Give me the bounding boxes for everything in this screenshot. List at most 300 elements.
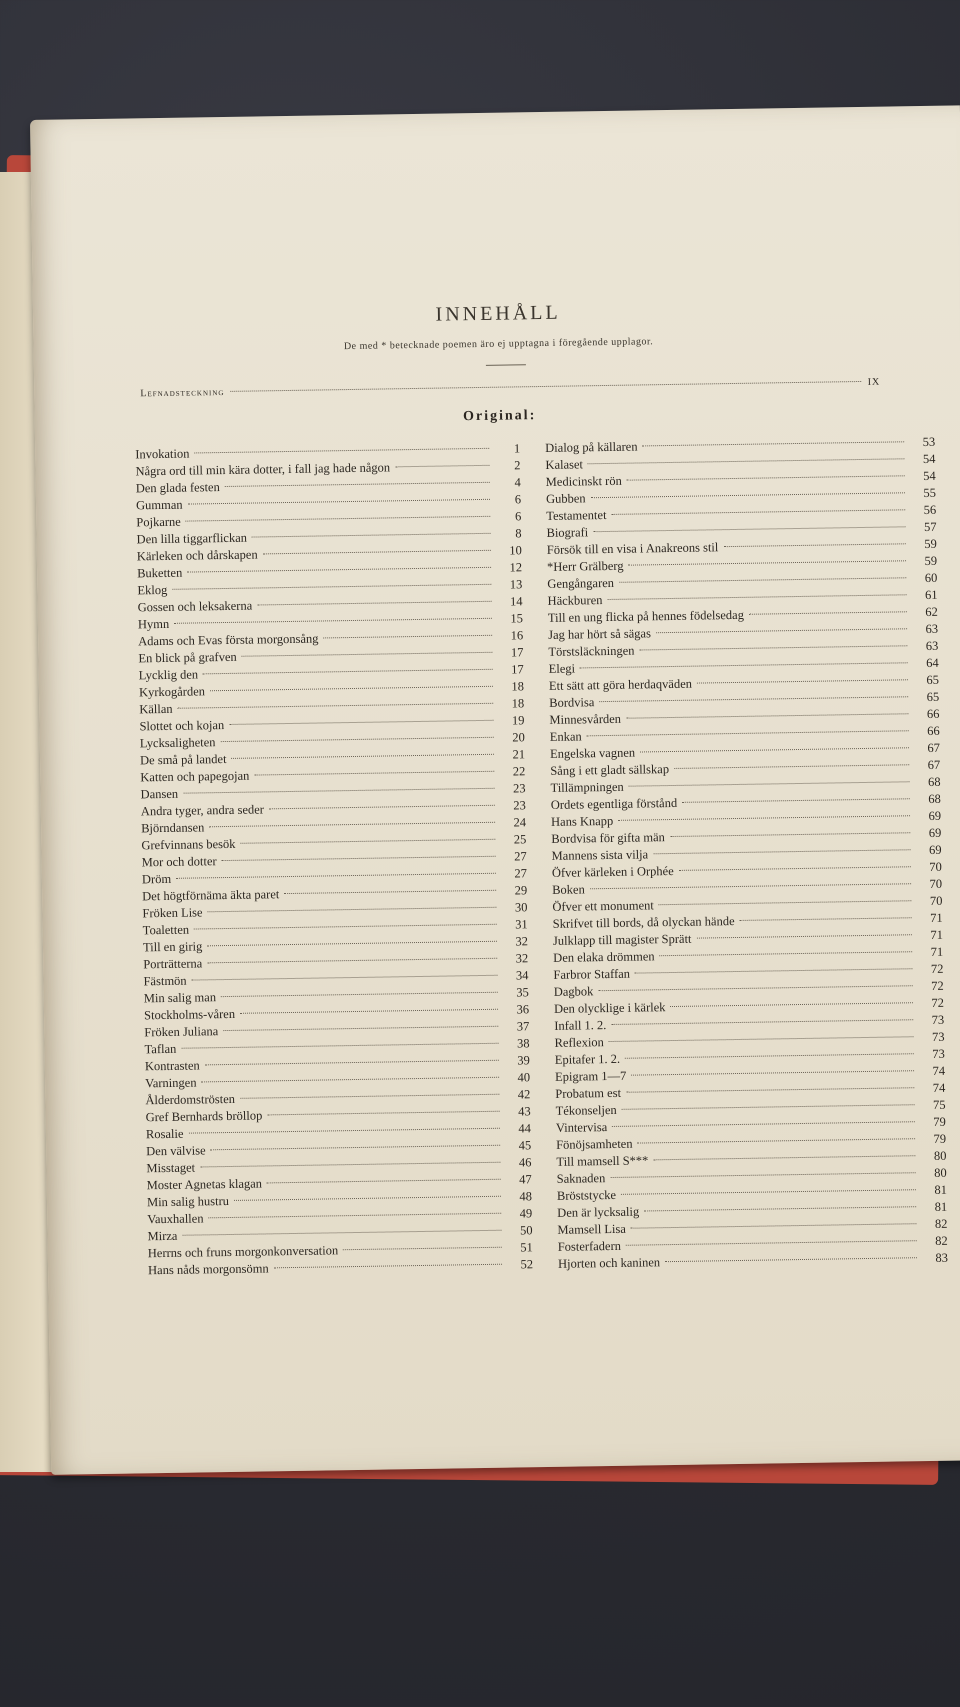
entry-title: Biografi <box>546 525 589 540</box>
leader-dots <box>590 883 911 889</box>
entry-title: Engelska vagnen <box>549 745 636 761</box>
leader-dots <box>254 771 494 776</box>
entry-page-number: 40 <box>517 1070 531 1085</box>
leader-dots <box>194 448 489 454</box>
entry-title: Öfver kärleken i Orphée <box>551 863 674 880</box>
entry-title: Herrns och fruns morgonkonversation <box>147 1243 339 1261</box>
entry-title: Till en ung flicka på hennes födelsedag <box>547 607 745 625</box>
entry-page-number: 67 <box>927 740 941 755</box>
entry-page-number: 1 <box>513 441 521 456</box>
leader-dots <box>749 611 907 614</box>
entry-title: Försök till en visa i Anakreons stil <box>546 540 719 557</box>
leader-dots <box>598 985 912 991</box>
entry-page-number: 32 <box>515 951 529 966</box>
entry-title: Kyrkogården <box>138 684 206 700</box>
entry-page-number: 17 <box>510 645 524 660</box>
entry-page-number: 14 <box>510 594 523 609</box>
entry-title: Medicinskt rön <box>545 473 622 489</box>
entry-page-number: 47 <box>519 1172 532 1187</box>
entry-title: Fosterfadern <box>557 1238 622 1254</box>
entry-title: Skrifvet till bords, då olyckan hände <box>552 914 735 931</box>
entry-title: Farbror Staffan <box>553 966 631 982</box>
entry-page-number: 69 <box>928 825 942 840</box>
entry-title: Epitafer 1. 2. <box>554 1051 621 1067</box>
entry-title: Till en girig <box>142 939 203 955</box>
entry-title: De små på landet <box>139 751 227 768</box>
entry-page-number: 68 <box>928 791 941 806</box>
leader-dots <box>665 1257 917 1262</box>
leader-dots <box>220 737 493 742</box>
entry-title: Gossen och leksakerna <box>137 598 253 615</box>
entry-page-number: 63 <box>925 638 939 653</box>
entry-page-number: 71 <box>930 910 943 925</box>
leader-dots <box>205 1060 499 1066</box>
entry-title: Slottet och kojan <box>139 718 225 734</box>
contents-column-right <box>545 434 948 1273</box>
leader-dots <box>682 798 910 803</box>
entry-page-number: 42 <box>517 1087 531 1102</box>
entry-title: Den är lycksalig <box>557 1204 640 1220</box>
entry-title: Sång i ett gladt sällskap <box>550 762 670 778</box>
entry-title: Fröken Juliana <box>144 1024 219 1040</box>
leader-dots <box>257 601 491 606</box>
entry-title: Lycklig den <box>138 667 199 683</box>
leader-dots <box>178 703 494 709</box>
entry-page-number: 71 <box>930 927 944 942</box>
entry-title: Katten och papegojan <box>140 768 250 785</box>
entry-page-number: 57 <box>923 519 937 535</box>
entry-page-number: 70 <box>929 876 943 891</box>
entry-page-number: 10 <box>509 543 522 558</box>
entry-page-number: 21 <box>512 747 526 762</box>
entry-page-number: 17 <box>511 662 524 677</box>
leader-dots <box>697 679 908 683</box>
contents-column-left <box>135 440 533 1279</box>
leader-dots <box>740 917 912 921</box>
leader-dots <box>679 866 911 871</box>
entry-page-number: 83 <box>935 1250 949 1265</box>
entry-title: Fönöjsamheten <box>556 1136 633 1152</box>
leader-dots <box>208 1213 501 1219</box>
leader-dots <box>176 873 496 879</box>
leader-dots <box>187 567 491 573</box>
entry-page-number: 31 <box>515 917 528 932</box>
entry-title: Boken <box>552 882 585 897</box>
leader-dots <box>209 822 495 827</box>
entry-title: Bordvisa för gifta män <box>551 830 665 846</box>
leader-dots <box>183 788 494 794</box>
leader-dots <box>619 577 906 583</box>
entry-title: Dialog på källaren <box>545 439 638 455</box>
entry-title: Lycksaligheten <box>139 735 216 751</box>
entry-page-number: 66 <box>927 723 940 738</box>
leader-dots <box>284 890 496 894</box>
entry-title: Kontrasten <box>144 1058 200 1074</box>
entry-page-number: 23 <box>512 781 526 796</box>
entry-title: Julklapp till magister Sprätt <box>552 931 692 948</box>
leader-dots <box>186 516 491 522</box>
entry-title: Min salig man <box>143 990 217 1006</box>
entry-page-number: 69 <box>928 842 942 857</box>
entry-page-number: 32 <box>515 934 529 949</box>
leader-dots <box>223 1026 498 1031</box>
entry-title: Den välvise <box>146 1143 206 1159</box>
entry-title: Porträtterna <box>143 956 203 972</box>
entry-page-number: 72 <box>930 961 944 976</box>
entry-page-number: 18 <box>511 679 525 694</box>
leader-dots <box>211 1145 501 1151</box>
leader-dots <box>622 1104 915 1110</box>
entry-page-number: 79 <box>933 1131 947 1146</box>
leader-dots <box>659 900 912 905</box>
entry-page-number: 72 <box>931 995 945 1010</box>
entry-page-number: 27 <box>514 866 528 881</box>
entry-title: Gref Bernhards bröllop <box>145 1108 263 1125</box>
entry-title: Misstaget <box>146 1160 196 1176</box>
entry-page-number: 80 <box>933 1148 947 1163</box>
entry-page-number: 50 <box>519 1223 533 1238</box>
entry-title: Häckburen <box>547 593 603 608</box>
entry-page-number: 23 <box>513 798 526 813</box>
entry-title: Min salig hustru <box>146 1194 230 1210</box>
entry-title: Pojkarne <box>136 514 181 530</box>
entry-page-number: 68 <box>927 774 941 789</box>
leader-dots <box>611 509 905 515</box>
entry-page-number: 24 <box>513 815 527 830</box>
entry-title: Törstsläckningen <box>548 643 635 659</box>
leader-dots <box>625 1053 914 1059</box>
entry-title: Hans Knapp <box>550 813 614 829</box>
entry-title: Den lilla tiggarflickan <box>136 530 248 547</box>
entry-title: Moster Agnetas klagan <box>146 1176 263 1193</box>
entry-page-number: 2 <box>514 458 521 473</box>
leader-dots <box>629 781 910 786</box>
entry-page-number: 15 <box>510 611 523 626</box>
entry-page-number: 13 <box>509 577 523 592</box>
leader-dots <box>200 1162 500 1168</box>
entry-title: Toaletten <box>142 922 190 938</box>
entry-title: Ordets egentliga förstånd <box>550 795 678 812</box>
entry-title: Björndansen <box>141 820 205 836</box>
entry-title: Källan <box>139 701 173 717</box>
biography-label: Lefnadsteckning <box>140 386 225 400</box>
entry-title: Taflan <box>144 1041 177 1057</box>
leader-dots <box>587 730 909 736</box>
leader-dots <box>230 381 861 392</box>
entry-page-number: 73 <box>931 1029 945 1044</box>
entry-title: Det högtförnäma äkta paret <box>142 887 280 904</box>
leader-dots <box>653 849 910 854</box>
page-title: INNEHÅLL <box>435 301 561 326</box>
entry-page-number: 30 <box>514 900 528 915</box>
entry-title: Andra tyger, andra seder <box>140 802 265 819</box>
entry-title: Buketten <box>137 565 183 581</box>
entry-title: Enkan <box>549 729 582 744</box>
leader-dots <box>222 856 496 861</box>
leader-dots <box>234 1196 501 1201</box>
entry-page-number: 46 <box>518 1155 532 1170</box>
entry-page-number: 72 <box>931 978 944 993</box>
entry-title: Till mamsell S*** <box>556 1153 649 1169</box>
entry-page-number: 61 <box>924 587 938 602</box>
entry-page-number: 73 <box>932 1046 945 1061</box>
leader-dots <box>174 618 492 624</box>
entry-title: Mirza <box>147 1228 178 1244</box>
entry-page-number: 59 <box>924 536 937 552</box>
leader-dots <box>638 1138 916 1143</box>
biography-entry <box>140 377 880 400</box>
entry-title: Tékonseljen <box>555 1102 617 1118</box>
entry-page-number: 55 <box>923 485 937 501</box>
entry-page-number: 82 <box>935 1233 948 1248</box>
page-subtitle: De med * betecknade poemen äro ej upptagna i föregående upplagor. <box>343 336 654 353</box>
leader-dots <box>208 907 497 913</box>
entry-page-number: 25 <box>513 832 527 847</box>
entry-title: Mamsell Lisa <box>557 1221 626 1237</box>
leader-dots <box>192 975 498 981</box>
entry-title: Varningen <box>145 1075 197 1091</box>
entry-title: Bröststycke <box>556 1187 617 1203</box>
leader-dots <box>225 482 490 487</box>
leader-dots <box>612 1121 915 1127</box>
leader-dots <box>207 958 497 964</box>
entry-title: *Herr Grälberg <box>546 558 624 574</box>
entry-page-number: 51 <box>520 1240 533 1255</box>
leader-dots <box>207 941 497 947</box>
leader-dots <box>607 594 906 600</box>
entry-page-number: 54 <box>923 468 936 484</box>
entry-title: Ett sätt att göra herdaqväden <box>548 676 693 693</box>
leader-dots <box>172 584 491 590</box>
entry-title: Saknaden <box>556 1171 606 1186</box>
entry-title: Mor och dotter <box>141 854 217 870</box>
entry-title: Hymn <box>137 616 170 632</box>
entry-page-number: 38 <box>516 1036 530 1051</box>
entry-page-number: 39 <box>517 1053 530 1068</box>
entry-page-number: 6 <box>514 492 522 507</box>
entry-title: Fästmön <box>143 973 187 989</box>
entry-page-number: 62 <box>925 604 938 619</box>
leader-dots <box>626 713 908 718</box>
entry-page-number: 52 <box>520 1257 534 1272</box>
leader-dots <box>274 1264 502 1269</box>
entry-page-number: 56 <box>923 502 937 518</box>
leader-dots <box>591 492 905 498</box>
entry-title: En blick på grafven <box>138 649 237 666</box>
entry-title: Testamentet <box>546 507 607 523</box>
entry-page-number: 73 <box>931 1012 945 1027</box>
leader-dots <box>267 1111 499 1116</box>
entry-page-number: 70 <box>929 859 942 874</box>
leader-dots <box>593 526 905 532</box>
leader-dots <box>670 1002 913 1007</box>
entry-page-number: 64 <box>926 655 939 670</box>
entry-page-number: 18 <box>511 696 525 711</box>
entry-title: Minnesvården <box>549 711 622 727</box>
entry-title: Den elaka drömmen <box>553 949 655 965</box>
entry-title: Gubben <box>545 491 586 506</box>
leader-dots <box>660 951 913 956</box>
entry-page-number: 12 <box>509 560 523 575</box>
leader-dots <box>242 652 493 657</box>
entry-title: Jag har hört så sägas <box>548 626 651 642</box>
entry-page-number: 54 <box>922 451 936 467</box>
leader-dots <box>188 1128 499 1134</box>
leader-dots <box>221 992 498 997</box>
leader-dots <box>627 475 905 480</box>
entry-title: Kärleken och dårskapen <box>136 547 258 564</box>
entry-page-number: 45 <box>518 1138 532 1153</box>
entry-title: Öfver ett monument <box>552 898 654 914</box>
leader-dots <box>263 550 491 555</box>
entry-title: Den olycklige i kärlek <box>553 1000 666 1016</box>
entry-title: Hjorten och kaninen <box>557 1255 661 1271</box>
section-heading: Original: <box>462 408 537 425</box>
entry-page-number: 20 <box>512 730 525 745</box>
entry-page-number: 16 <box>510 628 524 643</box>
entry-page-number: 71 <box>930 944 944 959</box>
entry-title: Rosalie <box>145 1126 184 1142</box>
leader-dots <box>181 1043 498 1049</box>
leader-dots <box>696 934 911 938</box>
leader-dots <box>588 458 904 464</box>
entry-title: Invokation <box>135 446 190 462</box>
entry-page-number: 19 <box>511 713 525 728</box>
leader-dots <box>240 1009 498 1014</box>
entry-page-number: 6 <box>514 509 522 524</box>
entry-title: Fröken Lise <box>142 905 203 921</box>
entry-page-number: 75 <box>932 1097 946 1112</box>
entry-page-number: 34 <box>515 968 529 983</box>
leader-dots <box>240 1094 499 1099</box>
entry-title: Hans nåds morgonsömn <box>147 1261 269 1278</box>
leader-dots <box>653 1155 915 1160</box>
leader-dots <box>644 1206 916 1211</box>
leader-dots <box>626 1240 917 1246</box>
entry-page-number: 70 <box>929 893 943 908</box>
leader-dots <box>240 839 495 844</box>
entry-title: Kalaset <box>545 457 584 472</box>
entry-title: Några ord till min kära dotter, i fall jag hade någon <box>135 460 391 479</box>
entry-page-number: 29 <box>514 883 528 898</box>
entry-page-number: 53 <box>922 434 936 450</box>
entry-title: Tillämpningen <box>550 779 624 795</box>
contents-page <box>30 105 960 1474</box>
leader-dots <box>188 499 490 505</box>
entry-title: Elegi <box>548 661 576 676</box>
entry-title: Grefvinnans besök <box>141 836 236 853</box>
leader-dots <box>618 815 910 821</box>
entry-title: Ålderdomströsten <box>145 1091 236 1108</box>
entry-page-number: 27 <box>514 849 527 864</box>
leader-dots <box>629 560 906 565</box>
entry-page-number: 59 <box>924 553 938 569</box>
entry-title: Mannens sista vilja <box>551 847 649 863</box>
leader-dots <box>674 764 909 769</box>
entry-title: Vintervisa <box>555 1120 608 1135</box>
entry-page-number: 65 <box>926 689 940 704</box>
leader-dots <box>610 1172 915 1178</box>
leader-dots <box>670 832 910 837</box>
entry-page-number: 66 <box>926 706 940 721</box>
entry-page-number: 8 <box>515 526 522 541</box>
entry-page-number: 4 <box>514 475 521 490</box>
leader-dots <box>269 805 495 810</box>
leader-dots <box>631 1223 917 1228</box>
leader-dots <box>267 1179 501 1184</box>
divider <box>486 364 526 366</box>
entry-page-number: 65 <box>926 672 940 687</box>
entry-title: Dröm <box>141 871 172 887</box>
entry-page-number: 43 <box>518 1104 531 1119</box>
entry-page-number: 63 <box>925 621 939 636</box>
entry-page-number: 35 <box>516 985 529 1000</box>
entry-title: Stockholms-våren <box>143 1006 236 1023</box>
leader-dots <box>643 441 905 446</box>
leader-dots <box>609 1036 914 1042</box>
entry-page-number: 81 <box>934 1182 948 1197</box>
leader-dots <box>210 686 493 691</box>
entry-title: Gumman <box>135 497 183 513</box>
leader-dots <box>656 628 907 633</box>
entry-title: Infall 1. 2. <box>554 1018 607 1033</box>
leader-dots <box>639 645 907 650</box>
leader-dots <box>343 1247 502 1250</box>
entry-title: Den glada festen <box>135 480 220 496</box>
leader-dots <box>580 662 908 668</box>
entry-title: Bordvisa <box>549 695 595 710</box>
leader-dots <box>611 1019 913 1025</box>
entry-title: Dagbok <box>553 984 594 999</box>
entry-page-number: 37 <box>516 1019 530 1034</box>
entry-page-number: 48 <box>519 1189 533 1204</box>
entry-page-number: 36 <box>516 1002 530 1017</box>
leader-dots <box>599 696 908 702</box>
leader-dots <box>252 533 491 538</box>
entry-title: Adams och Evas första morgonsång <box>138 631 319 649</box>
leader-dots <box>723 543 905 547</box>
leader-dots <box>395 465 489 467</box>
entry-title: Eklog <box>137 582 168 598</box>
leader-dots <box>631 1070 914 1075</box>
entry-page-number: 60 <box>924 570 938 586</box>
entry-page-number: 49 <box>519 1206 533 1221</box>
entry-title: Dansen <box>140 786 179 802</box>
leader-dots <box>194 924 497 930</box>
leader-dots <box>229 720 493 725</box>
entry-title: Probatum est <box>555 1085 622 1101</box>
entry-page-number: 81 <box>934 1199 948 1214</box>
entry-page-number: 69 <box>928 808 942 823</box>
entry-page-number: 82 <box>934 1216 948 1231</box>
leader-dots <box>203 669 493 675</box>
leader-dots <box>231 754 494 759</box>
leader-dots <box>201 1077 499 1083</box>
leader-dots <box>323 635 492 639</box>
entry-page-number: 22 <box>512 764 526 779</box>
entry-title: Epigram 1—7 <box>554 1068 627 1084</box>
leader-dots <box>640 747 909 752</box>
entry-page-number: 44 <box>518 1121 532 1136</box>
entry-title: Reflexion <box>554 1035 604 1050</box>
entry-title: Gengångaren <box>547 575 615 591</box>
leader-dots <box>621 1189 916 1195</box>
entry-page-number: 80 <box>934 1165 947 1180</box>
entry-page-number: 79 <box>933 1114 946 1129</box>
leader-dots <box>182 1230 501 1236</box>
entry-page-number: 67 <box>927 757 941 772</box>
leader-dots <box>626 1087 914 1093</box>
